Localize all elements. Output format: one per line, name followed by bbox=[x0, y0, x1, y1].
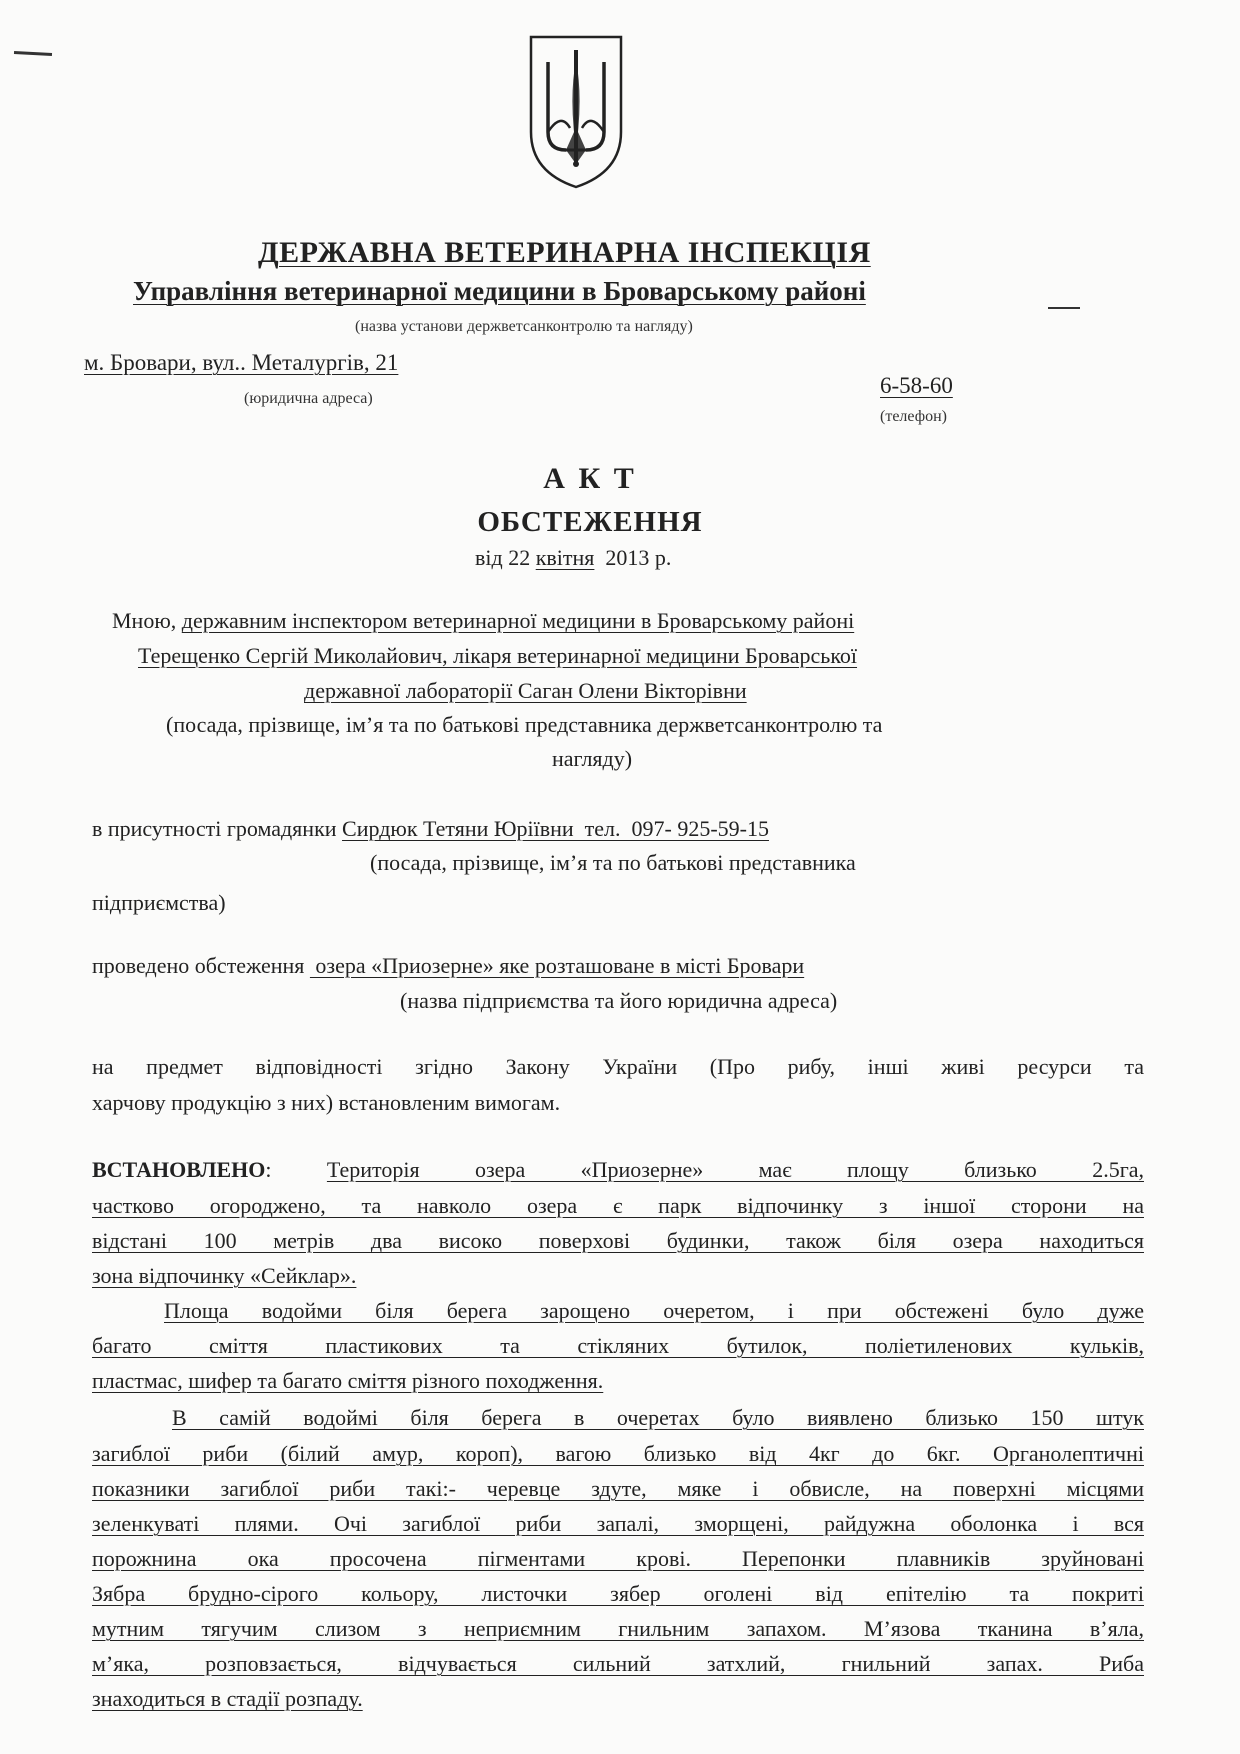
act-title: А К Т bbox=[543, 462, 637, 495]
findings-p3-line-2: загиблої риби (білий амур, короп), вагою близько від 4кг до 6кг. Органолептичні bbox=[92, 1441, 1144, 1466]
inspectors-prefix: Мною, bbox=[112, 608, 182, 633]
pen-mark bbox=[14, 51, 52, 56]
inspectors-caption-1: (посада, прізвище, ім’я та по батькові представника держветсанконтролю та bbox=[166, 712, 883, 737]
phone-caption: (телефон) bbox=[880, 408, 947, 425]
act-date-prefix: від 22 bbox=[475, 545, 536, 570]
inspectors-line-3: державної лабораторії Саган Олени Вікторівни bbox=[304, 678, 747, 703]
object-prefix: проведено обстеження bbox=[92, 953, 310, 978]
coat-of-arms-emblem bbox=[526, 32, 626, 190]
findings-p1-line-4: зона відпочинку «Сейклар». bbox=[92, 1263, 357, 1288]
findings-p3-line-1: В самій водоймі біля берега в очеретах було виявлено близько 150 штук bbox=[172, 1405, 1144, 1430]
findings-p3-line-5: порожнина ока просочена пігментами крові. Перепонки плавників зруйновані bbox=[92, 1546, 1144, 1571]
findings-p3-line-3: показники загиблої риби такі:- черевце здуте, мяке і обвисле, на поверхні місцями bbox=[92, 1476, 1144, 1501]
subject-line-2: харчову продукцію з них) встановленим вимогам. bbox=[92, 1090, 561, 1115]
presence-caption-1: (посада, прізвище, ім’я та по батькові представника bbox=[370, 850, 856, 875]
findings-label: ВСТАНОВЛЕНО bbox=[92, 1157, 266, 1182]
presence-line bbox=[92, 816, 769, 842]
act-date-suffix: 2013 р. bbox=[594, 545, 672, 570]
organization-caption: (назва установи держветсанконтролю та нагляду) bbox=[355, 318, 693, 335]
inspectors-line-1 bbox=[112, 608, 854, 634]
inspectors-line-1-text: державним інспектором ветеринарної медицини в Броварському районі bbox=[181, 608, 855, 633]
findings-p3-line-8: м’яка, розповзається, відчувається сильний затхлий, гнильний запах. Риба bbox=[92, 1651, 1144, 1676]
act-date bbox=[475, 545, 671, 571]
findings-p3-line-7: мутним тягучим слизом з неприємним гнильним запахом. М’язова тканина в’яла, bbox=[92, 1616, 1144, 1641]
findings-p2-line-2: багато сміття пластикових та стікляних бутилок, поліетиленових кульків, bbox=[92, 1333, 1144, 1358]
findings-p1-line-2: частково огороджено, та навколо озера є парк відпочинку з іншої сторони на bbox=[92, 1193, 1144, 1218]
subject-line-1: на предмет відповідності згідно Закону України (Про рибу, інші живі ресурси та bbox=[92, 1054, 1144, 1079]
inspectors-caption-2: нагляду) bbox=[552, 746, 633, 771]
findings-p1-line-3: відстані 100 метрів два високо поверхові будинки, також біля озера находиться bbox=[92, 1228, 1144, 1253]
presence-prefix: в присутності громадянки bbox=[92, 816, 343, 841]
presence-caption-2: підприємства) bbox=[92, 890, 226, 915]
findings-p3-line-4: зеленкуваті плями. Очі загиблої риби запалі, зморщені, райдужна оболонка і вся bbox=[92, 1511, 1144, 1536]
legal-address-caption: (юридична адреса) bbox=[244, 390, 373, 407]
inspectors-line-2: Терещенко Сергій Миколайович, лікаря ветеринарної медицини Броварської bbox=[138, 643, 858, 668]
organization-subtitle: Управління ветеринарної медицини в Броварському районі bbox=[133, 276, 866, 306]
act-subtitle: ОБСТЕЖЕННЯ bbox=[477, 506, 703, 538]
phone-number: 6-58-60 bbox=[880, 373, 953, 398]
object-caption: (назва підприємства та його юридична адреса) bbox=[400, 988, 838, 1013]
legal-address: м. Бровари, вул.. Металургів, 21 bbox=[84, 350, 399, 375]
organization-subtitle-underline-tail bbox=[1048, 307, 1080, 309]
object-line bbox=[92, 953, 804, 979]
findings-p2-line-3: пластмас, шифер та багато сміття різного походження. bbox=[92, 1368, 604, 1393]
presence-value: Сирдюк Тетяни Юріївни тел. 097- 925-59-15 bbox=[342, 816, 769, 841]
findings-p3-line-9: знаходиться в стадії розпаду. bbox=[92, 1686, 363, 1711]
object-value: озера «Приозерне» яке розташоване в місті Бровари bbox=[309, 953, 805, 978]
findings-line-1 bbox=[92, 1157, 1144, 1183]
findings-p1-line-1: Територія озера «Приозерне» має площу близько 2.5га, bbox=[326, 1157, 1144, 1182]
findings-p2-line-1: Площа водойми біля берега зарощено очеретом, і при обстежені було дуже bbox=[164, 1298, 1144, 1323]
findings-p3-line-6: Зябра брудно-сірого кольору, листочки зябер оголені від епітелію та покриті bbox=[92, 1581, 1144, 1606]
organization-title: ДЕРЖАВНА ВЕТЕРИНАРНА ІНСПЕКЦІЯ bbox=[258, 236, 871, 269]
findings-colon: : bbox=[265, 1157, 327, 1182]
act-date-month: квітня bbox=[535, 545, 595, 570]
